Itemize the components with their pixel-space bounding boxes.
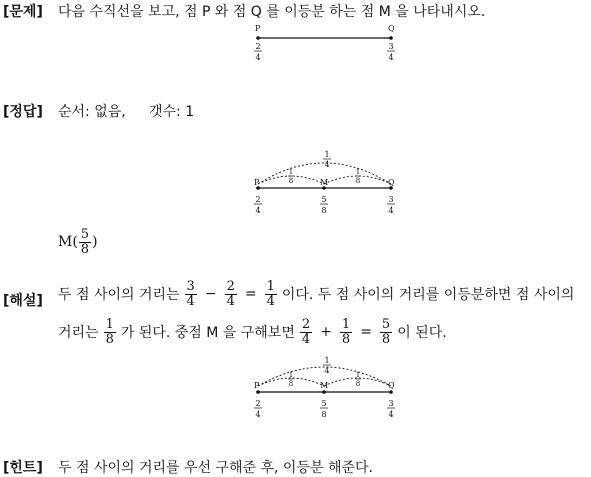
answer-order: 순서: 없음, bbox=[58, 104, 126, 120]
fraction-c-den: 4 bbox=[266, 293, 275, 309]
problem-label: [문제] bbox=[3, 4, 43, 20]
answer-label: [정답] bbox=[3, 104, 43, 120]
big-arc-den: 4 bbox=[324, 366, 330, 375]
small-arc-right-num: 1 bbox=[355, 371, 361, 379]
tick-q-den: 4 bbox=[388, 206, 394, 215]
fraction-c bbox=[265, 280, 277, 308]
point-q-label: Q bbox=[388, 24, 395, 33]
tick-left-num: 2 bbox=[255, 42, 261, 51]
fraction-e-den: 4 bbox=[301, 331, 311, 347]
point-p-label: P bbox=[254, 381, 260, 390]
fraction-g-num: 5 bbox=[381, 317, 391, 332]
fraction-a-den: 4 bbox=[186, 293, 195, 309]
hint-label: [힌트] bbox=[3, 460, 43, 476]
fraction-a-num: 3 bbox=[186, 279, 195, 294]
equals-sign: = bbox=[244, 286, 257, 303]
point-q-label: Q bbox=[388, 381, 395, 390]
equals-sign-2: = bbox=[360, 324, 372, 341]
point-q-label: Q bbox=[388, 178, 395, 187]
point-m-label: M bbox=[320, 381, 329, 390]
result-fraction bbox=[79, 228, 91, 256]
result-num: 5 bbox=[80, 227, 90, 242]
result-suffix: ) bbox=[92, 234, 98, 251]
tick-m-num: 5 bbox=[321, 195, 327, 204]
fraction-b-num: 2 bbox=[226, 279, 235, 294]
small-arc-left-den: 8 bbox=[288, 177, 294, 185]
fraction-c-num: 1 bbox=[266, 279, 275, 294]
fraction-b bbox=[225, 280, 237, 308]
big-arc-den: 4 bbox=[324, 160, 330, 169]
small-arc-left-num: 1 bbox=[288, 371, 294, 379]
small-arc-right-den: 8 bbox=[355, 177, 361, 185]
fraction-f bbox=[340, 318, 352, 346]
tick-right-den: 4 bbox=[388, 53, 394, 62]
explanation-line1-prefix: 두 점 사이의 거리는 bbox=[58, 287, 180, 304]
number-line-figure-1 bbox=[248, 20, 408, 66]
small-arc-right-den: 8 bbox=[355, 380, 361, 388]
tick-p-num: 2 bbox=[255, 399, 261, 408]
tick-q-num: 3 bbox=[388, 195, 394, 204]
fraction-g-den: 8 bbox=[381, 331, 391, 347]
fraction-e-num: 2 bbox=[301, 317, 311, 332]
tick-m-den: 8 bbox=[321, 410, 327, 419]
big-arc-num: 1 bbox=[324, 356, 330, 365]
small-arc-left-den: 8 bbox=[288, 380, 294, 388]
fraction-a bbox=[185, 280, 197, 308]
result-den: 8 bbox=[80, 241, 90, 257]
fraction-e bbox=[300, 318, 312, 346]
tick-left-den: 4 bbox=[255, 53, 261, 62]
tick-p-num: 2 bbox=[255, 195, 261, 204]
explanation-line2-suffix: 이 된다. bbox=[397, 325, 447, 342]
small-arc-right-num: 1 bbox=[355, 168, 361, 176]
point-m-label: M bbox=[320, 178, 329, 187]
small-arc-left-num: 1 bbox=[288, 168, 294, 176]
point-q-dot bbox=[389, 36, 393, 40]
tick-m-den: 8 bbox=[321, 206, 327, 215]
result-prefix: M( bbox=[58, 234, 78, 251]
number-line-figure-3 bbox=[248, 356, 408, 422]
plus-sign: + bbox=[320, 324, 332, 341]
fraction-g bbox=[380, 318, 392, 346]
fraction-f-num: 1 bbox=[341, 317, 351, 332]
fraction-d bbox=[104, 318, 116, 346]
explanation-label: [해설] bbox=[3, 293, 43, 309]
fraction-f-den: 8 bbox=[341, 331, 351, 347]
fraction-d-den: 8 bbox=[105, 331, 114, 347]
point-p-dot bbox=[256, 36, 260, 40]
tick-q-num: 3 bbox=[388, 399, 394, 408]
tick-m-num: 5 bbox=[321, 399, 327, 408]
fraction-b-den: 4 bbox=[226, 293, 235, 309]
number-line-figure-2 bbox=[248, 146, 408, 218]
explanation-line2-middle: 가 된다. 중점 M 을 구해보면 bbox=[120, 325, 295, 342]
hint-text: 두 점 사이의 거리를 우선 구해준 후, 이등분 해준다. bbox=[58, 460, 373, 476]
point-p-label: P bbox=[255, 24, 261, 33]
explanation-line1-suffix: 이다. 두 점 사이의 거리를 이등분하면 점 사이의 bbox=[281, 287, 575, 304]
tick-p-den: 4 bbox=[255, 410, 261, 419]
tick-p-den: 4 bbox=[255, 206, 261, 215]
tick-right-num: 3 bbox=[388, 42, 394, 51]
fraction-d-num: 1 bbox=[105, 317, 114, 332]
point-p-label: P bbox=[254, 178, 260, 187]
explanation-line-1 bbox=[58, 280, 574, 308]
answer-count: 갯수: 1 bbox=[149, 104, 195, 120]
answer-result bbox=[58, 228, 98, 256]
explanation-line-2 bbox=[58, 318, 447, 346]
explanation-line2-prefix: 거리는 bbox=[58, 325, 99, 342]
problem-text: 다음 수직선을 보고, 점 P 와 점 Q 를 이등분 하는 점 M 을 나타내시오. bbox=[58, 4, 486, 20]
big-arc-num: 1 bbox=[324, 150, 330, 159]
minus-sign: − bbox=[204, 286, 217, 303]
tick-q-den: 4 bbox=[388, 410, 394, 419]
